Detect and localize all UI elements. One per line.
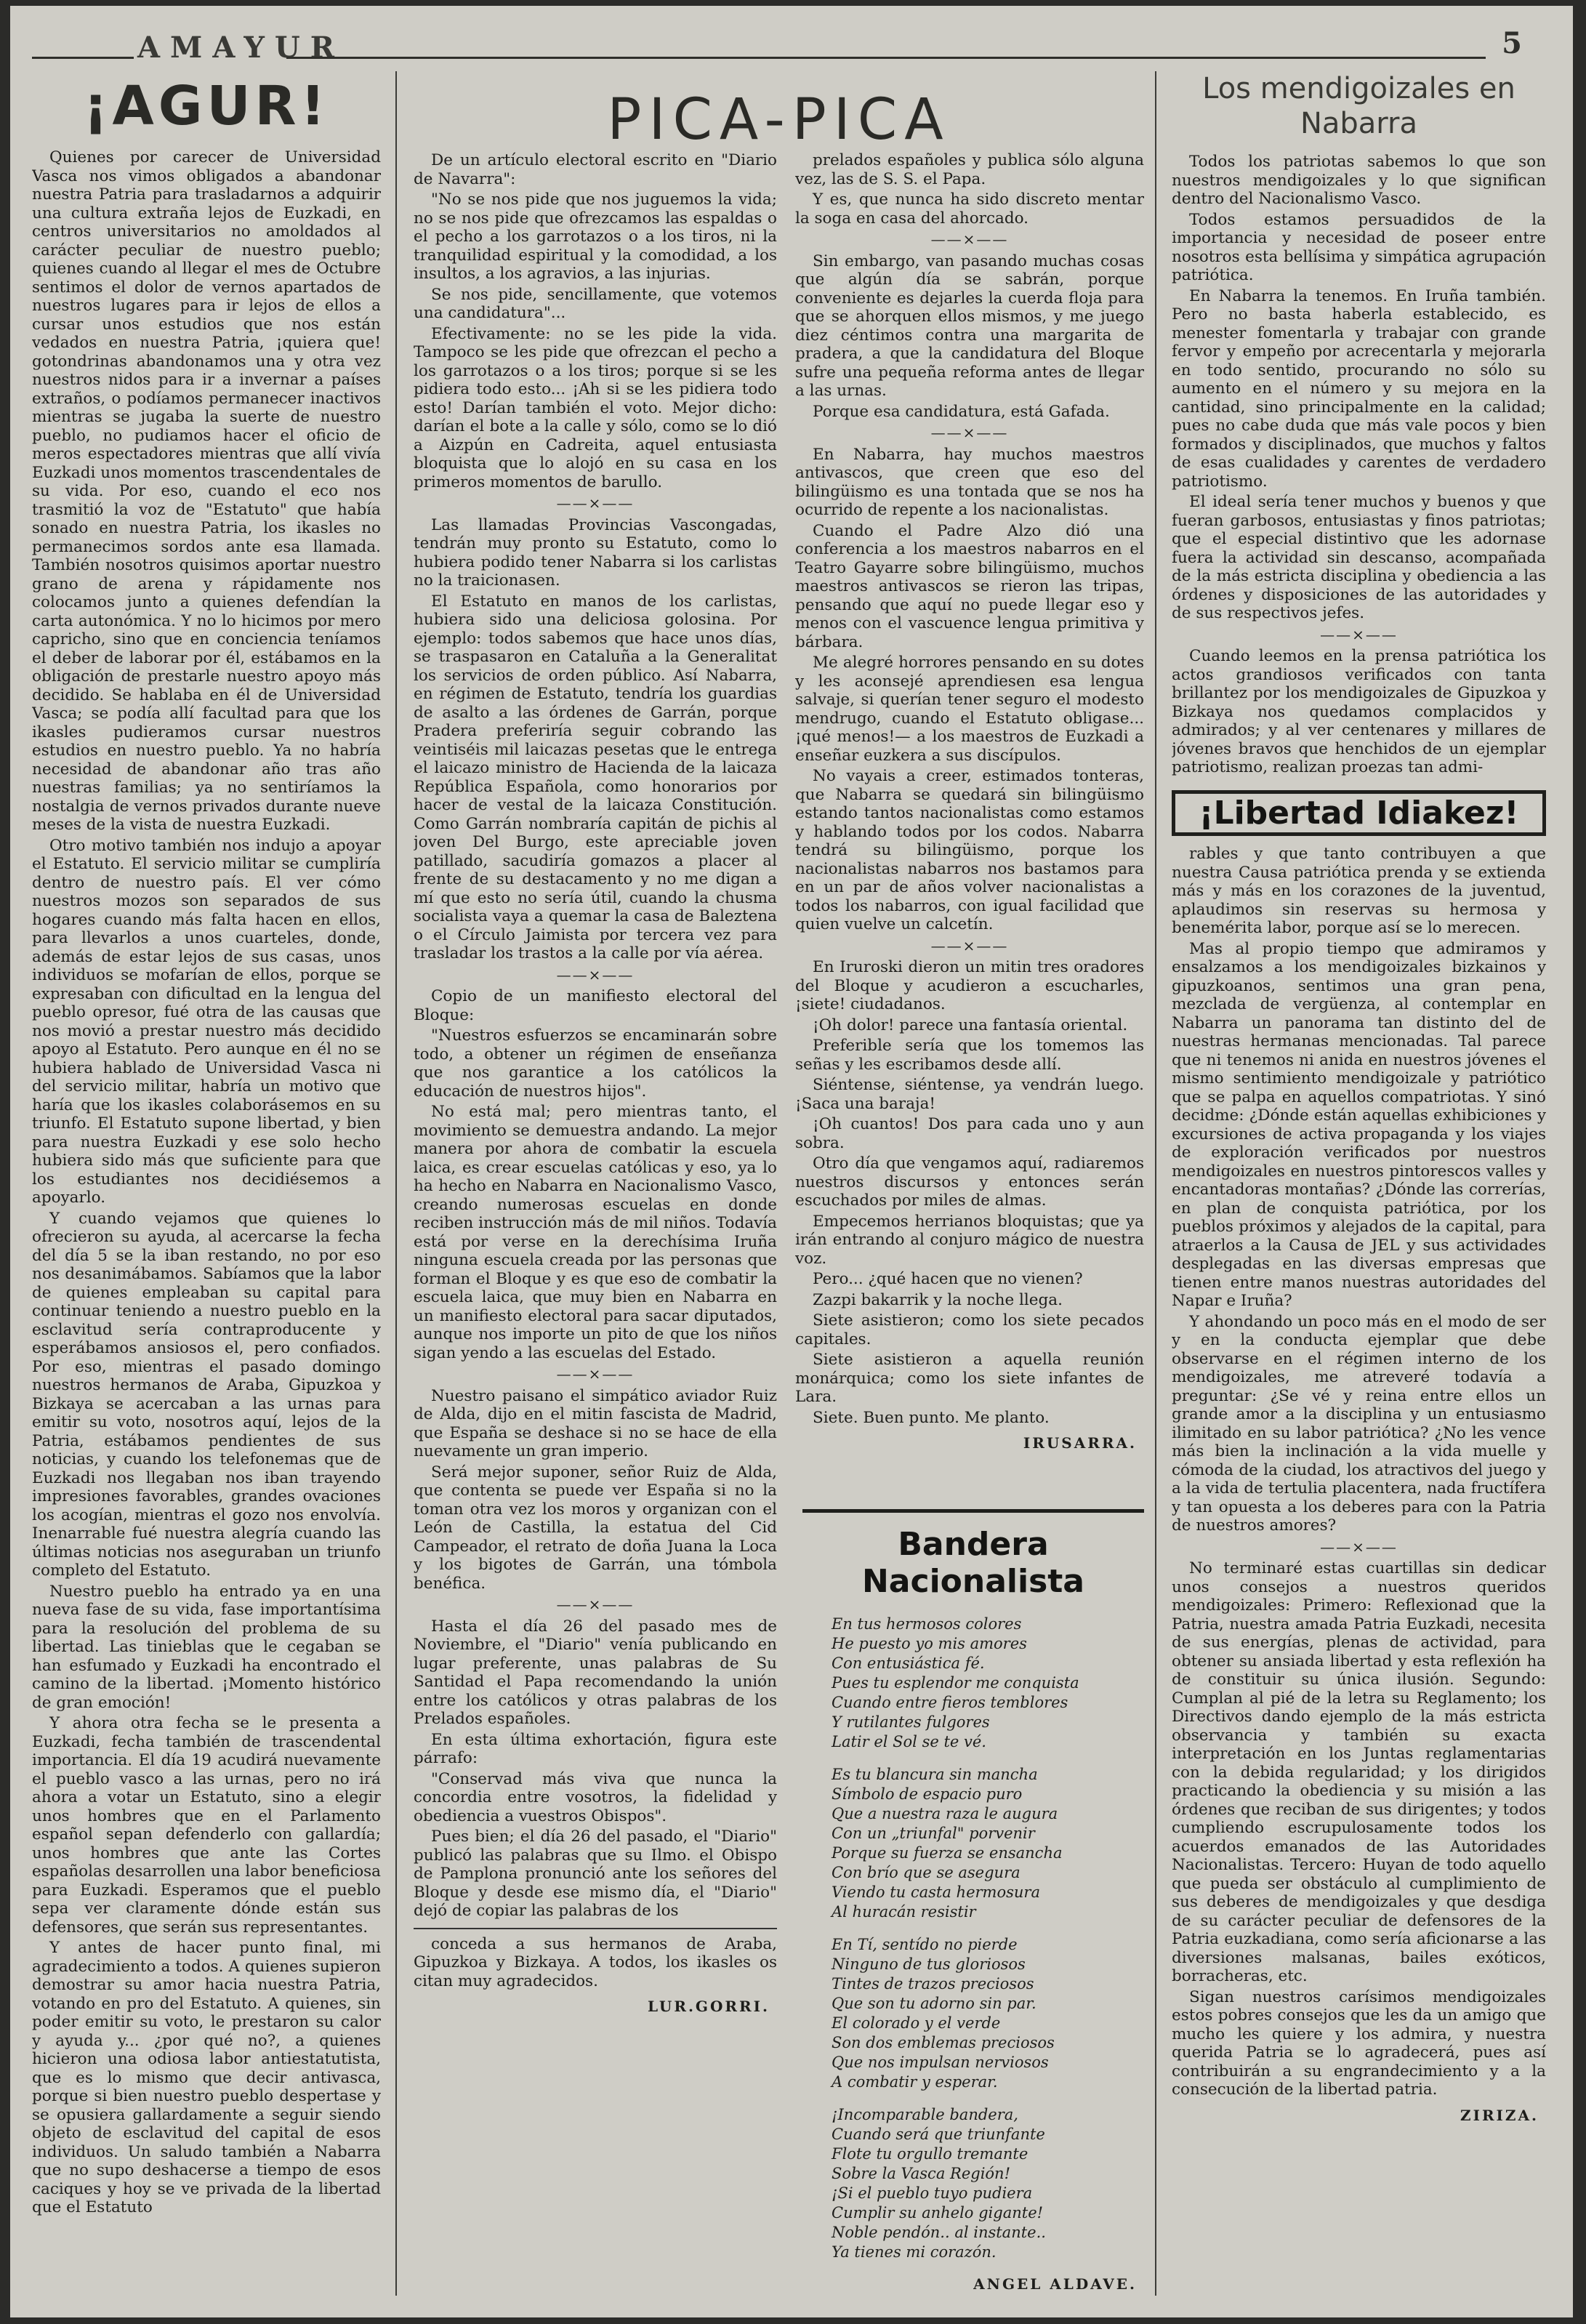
separator: ——×—— bbox=[556, 1596, 635, 1613]
masthead: AMAYUR bbox=[137, 31, 345, 65]
paragraph: "Nuestros esfuerzos se encaminarán sobre todo, a obtener un régimen de enseñanza que nos garantice a los católicos la educación de nuestros hijos". bbox=[414, 1026, 777, 1101]
paragraph: El ideal sería tener muchos y buenos y que fueran garbosos, entusiastas y finos patriotas; que el especial distintivo que les adornase fuera la actividad sin descanso, acompañada de la más estricta disciplina y obediencia a las órdenes y disposiciones de las autoridades y de sus respectivos jefes. bbox=[1172, 493, 1546, 622]
paragraph: Porque esa candidatura, está Gafada. bbox=[813, 402, 1110, 421]
paragraph: En esta última exhortación, figura este párrafo: bbox=[414, 1730, 777, 1767]
paragraph: Sin embargo, van pasando muchas cosas que algún día se sabrán, porque conveniente es dejarles la cuerda floja para que se ahorquen ellos mismos, y me juego diez céntimos contra una margarita de pradera, a que la candidatura del Bloque sufre una pequeña reforma antes de llegar a las urnas. bbox=[795, 252, 1144, 400]
paragraph: De un artículo electoral escrito en "Diario de Navarra": bbox=[414, 151, 777, 188]
paragraph: Nuestro paisano el simpático aviador Ruiz de Alda, dijo en el mitin fascista de Madrid, que España se deshace si no se hace de ella nuevamente un gran imperio. bbox=[414, 1386, 777, 1460]
article-agur bbox=[32, 71, 381, 2296]
paragraph: ¡Oh cuantos! Dos para cada uno y aun sobra. bbox=[795, 1115, 1144, 1152]
article-pica-col2 bbox=[795, 151, 1144, 1503]
verse: ¡Incomparable bandera, bbox=[832, 2106, 1018, 2123]
paragraph: No terminaré estas cuartillas sin dedicar unos consejos a nuestros queridos mendigoizales: Primero: Reflexionad que la Patria, nuestra amada Patria Euzkadi, necesita de sus energías, plenas de actividad, para obtener su ansiada libertad y esta reflexión ha de constituir su única ilusión. Segundo: Cumplan al pié de la letra su Reglamento; los Directivos dando ejemplo de la más estricta observancia y también su exacta interpretación en los Juntas reglamentarias con la debida regularidad; y los dirigidos practicando la obediencia y su misión a las órdenes que reciban de sus dirigentes; y todos cumpliendo escrupulosamente todos los acuerdos emanados de las Autoridades Nacionalistas. Tercero: Huyan de todo aquello que pueda ser obstáculo al cumplimiento de sus deberes de mendigoizales y que desdiga de su carácter peculiar de defensores de la Patria euzkadiana, como sería aficionarse a las diversiones malsanas, bailes exóticos, borracheras, etc. bbox=[1172, 1559, 1546, 1985]
paragraph: Cuando leemos en la prensa patriótica los actos grandiosos verificados con tanta brillantez por los mendigoizales de Gipuzkoa y Bizkaya nos quedamos complacidos y admirados; y al ver centenares y millares de jóvenes bravos que henchidos de un ejemplar patriotismo, realizan proezas tan admi- bbox=[1172, 647, 1546, 776]
paragraph: Empecemos herrianos bloquistas; que ya irán entrando al conjuro mágico de nuestra voz. bbox=[795, 1212, 1144, 1268]
paragraph: Hasta el día 26 del pasado mes de Noviembre, el "Diario" venía publicando en lugar preferente, unas palabras de Su Santidad el Papa recomendando la unión entre los católicos y otras palabras de los Prelados españoles. bbox=[414, 1617, 777, 1728]
paragraph: Se nos pide, sencillamente, que votemos una candidatura"... bbox=[414, 285, 777, 322]
verse: Cuando entre fieros temblores bbox=[832, 1694, 1068, 1711]
article-title: ¡AGUR! bbox=[83, 75, 330, 137]
article-title: Los mendigoizales en Nabarra bbox=[1202, 72, 1515, 140]
verse: Símbolo de espacio puro bbox=[832, 1785, 1023, 1803]
paragraph: Y ahora otra fecha se le presenta a Euzkadi, fecha también de trascendental importancia. El día 19 acudirá nuevamente el pueblo vasco a las urnas, pero no irá ahora a votar un Estatuto, sino a elegir unos hombres que en el Parlamento español sepan defenderlo con gallardía; unos hombres que ante las Cortes españolas desarrollen una labor beneficiosa para Euzkadi. Esperamos que el pueblo sepa ver claramente dónde están sus defensores, que serán sus representantes. bbox=[32, 1714, 381, 1937]
verse: Son dos emblemas preciosos bbox=[832, 2034, 1055, 2051]
paragraph: Copio de un manifiesto electoral del Bloque: bbox=[414, 987, 777, 1024]
paragraph: Todos los patriotas sabemos lo que son nuestros mendigoizales y lo que significan dentro del Nacionalismo Vasco. bbox=[1172, 153, 1546, 208]
signature: IRUSARRA. bbox=[1023, 1434, 1137, 1452]
verse: Que nos impulsan nerviosos bbox=[832, 2054, 1049, 2071]
separator: ——×—— bbox=[930, 424, 1009, 441]
paragraph: En Iruroski dieron un mitin tres oradores del Bloque y acudieron a escucharles, ¡siete! ciudadanos. bbox=[795, 958, 1144, 1013]
paragraph: Pero... ¿qué hacen que no vienen? bbox=[813, 1270, 1083, 1288]
verse: Con entusiástica fé. bbox=[832, 1654, 985, 1672]
stanza bbox=[832, 1615, 1144, 1752]
poem-bandera bbox=[802, 1509, 1144, 2296]
page-number: 5 bbox=[1502, 26, 1522, 60]
verse: Al huracán resistir bbox=[832, 1903, 976, 1921]
running-head bbox=[10, 19, 1573, 65]
verse: Ninguno de tus gloriosos bbox=[832, 1955, 1026, 1973]
verse: Con brío que se asegura bbox=[832, 1864, 1021, 1881]
paragraph: ¡Oh dolor! parece una fantasía oriental. bbox=[813, 1016, 1128, 1034]
verse: He puesto yo mis amores bbox=[832, 1635, 1027, 1652]
verse: En tus hermosos colores bbox=[832, 1615, 1022, 1633]
article-title: PICA-PICA bbox=[607, 87, 951, 153]
paragraph: rables y que tanto contribuyen a que nuestra Causa patriótica prenda y se extienda más y más en los corazones de la juventud, aplaudimos sin reservas su hermosa y benemérita labor, porque así se lo merecen. bbox=[1172, 845, 1546, 937]
verse: Porque su fuerza se ensancha bbox=[832, 1844, 1063, 1862]
separator: ——×—— bbox=[556, 1365, 635, 1383]
paragraph: Zazpi bakarrik y la noche llega. bbox=[813, 1290, 1063, 1309]
paragraph: Nuestro pueblo ha entrado ya en una nueva fase de su vida, fase importantísima para la resolución del problema de su libertad. Las tinieblas que le cegaban se han esfumado y Euzkadi ha encontrado el camino de la libertad. ¡Momento histórico de gran emoción! bbox=[32, 1582, 381, 1712]
footnote: conceda a sus hermanos de Araba, Gipuzkoa y Bizkaya. A todos, los ikasles os citan muy agradecidos. bbox=[414, 1934, 777, 1990]
paragraph: prelados españoles y publica sólo alguna vez, las de S. S. el Papa. bbox=[795, 151, 1144, 188]
paragraph: Siéntense, siéntense, ya vendrán luego. ¡Saca una baraja! bbox=[795, 1076, 1144, 1113]
newspaper-page bbox=[10, 6, 1573, 2317]
paragraph: En Nabarra, hay muchos maestros antivascos, que creen que eso del bilingüismo es una tontada que se nos ha ocurrido de repente a los nacionalistas. bbox=[795, 445, 1144, 519]
verse: Tintes de trazos preciosos bbox=[832, 1975, 1034, 1993]
paragraph: Otro motivo también nos indujo a apoyar el Estatuto. El servicio militar se cumpliría dentro de nuestro país. El ver cómo nuestros mozos son separados de sus hogares cuando más falta hacen en ellos, para llevarlos a unos cuarteles, donde, además de estar lejos de sus casas, unos individuos se mofarían de ellos, porque se expresaban con dificultad en la lengua del pueblo opresor, fué otra de las causas que nos movió a prestar nuestro más decidido apoyo al Estatuto. Pero aunque en él no se hubiera hablado de Universidad Vasca ni del servicio militar, habría un motivo que haría que los ikasles colaborásemos en su triunfo. El Estatuto supone libertad, y bien para nuestra Euzkadi y ese solo hecho hubiera sido más que suficiente para que los estudiantes nos decidiésemos a apoyarlo. bbox=[32, 836, 381, 1207]
verse: Cuando será que triunfante bbox=[832, 2126, 1045, 2143]
column-rule bbox=[1155, 71, 1156, 2296]
stanza bbox=[832, 1935, 1144, 2092]
verse: Noble pendón.. al instante.. bbox=[832, 2224, 1046, 2241]
verse: Latir el Sol se te vé. bbox=[832, 1733, 986, 1750]
stanza bbox=[832, 2105, 1144, 2262]
verse: Sobre la Vasca Región! bbox=[832, 2165, 1011, 2182]
paragraph: Cuando el Padre Alzo dió una conferencia a los maestros nabarros en el Teatro Gayarre sobre bilingüismo, muchos maestros antivascos se rieron las tripas, pensando que aquí no puede llegar eso y menos con el vascuence lengua primitiva y bárbara. bbox=[795, 521, 1144, 651]
footnote-rule bbox=[414, 1928, 777, 1929]
paragraph: Siete. Buen punto. Me planto. bbox=[813, 1408, 1050, 1427]
verse: Que a nuestra raza le augura bbox=[832, 1805, 1058, 1822]
article-pica-col1 bbox=[414, 151, 777, 2296]
signature: LUR.GORRI. bbox=[647, 1998, 770, 2015]
verse: En Tí, sentído no pierde bbox=[832, 1936, 1018, 1953]
verse: Ya tienes mi corazón. bbox=[832, 2243, 997, 2261]
paragraph: Pues bien; el día 26 del pasado, el "Diario" publicó las palabras que su Ilmo. el Obispo de Pamplona pronunció ante los señores del Bloque y desde ese mismo día, el "Diario" dejó de copiar las palabras de los bbox=[414, 1828, 777, 1920]
verse: ¡Si el pueblo tuyo pudiera bbox=[832, 2184, 1033, 2202]
poem-title: Bandera Nacionalista bbox=[861, 1526, 1084, 1600]
verse: Y rutilantes fulgores bbox=[832, 1713, 990, 1731]
stanza bbox=[832, 1765, 1144, 1922]
paragraph: Me alegré horrores pensando en su dotes y les aconsejé aprendiesen esa lengua salvaje, si querían tener seguro el modesto mendrugo, cuando el Estatuto obligase... ¡qué menos!— a los maestros de Euzkadi a enseñar euzkera a sus discípulos. bbox=[795, 654, 1144, 765]
verse: El colorado y el verde bbox=[832, 2014, 1001, 2032]
verse: Pues tu esplendor me conquista bbox=[832, 1674, 1079, 1692]
paragraph: Efectivamente: no se les pide la vida. Tampoco se les pide que ofrezcan el pecho a los garrotazos o a los tiros; porque si se les pidiera todo esto... ¡Ah si se les pidiera todo esto! Darían también el voto. Mejor dicho: darían el bote a la calle y sólo, como se lo dió a Aizpún en Cadreita, aquel entusiasta bloquista que lo alojó en su casa en los primeros momentos de barullo. bbox=[414, 324, 777, 491]
paragraph: "Conservad más viva que nunca la concordia entre vosotros, la fidelidad y obediencia a vuestros Obispos". bbox=[414, 1769, 777, 1825]
paragraph: No vayais a creer, estimados tonteras, que Nabarra se quedará sin bilingüismo estando tantos nacionalistas como estamos y hablando todos por los codos. Nabarra tendrá su bilingüismo, porque los nacionalistas nabarros nos bastamos para en un par de años volver nacionalistas a todos los nabarros, con igual facilidad que quien vuelve un calcetín. bbox=[795, 767, 1144, 933]
paragraph: Y antes de hacer punto final, mi agradecimiento a todos. A quienes supieron demostrar su amor hacia nuestra Patria, votando en pro del Estatuto. A quienes, sin poder emitir su voto, le prestaron su calor y ayuda y... ¿por qué no?, a quienes hicieron una odiosa labor antiestatutista, que es lo mismo que decir antivasca, porque si bien nuestro pueblo despertase y se opusiera gallardamente a seguir siendo objeto de esclavitud del capital de esos individuos. Un saludo también a Nabarra que no supo deshacerse a tiempo de esos caciques y hoy se ve privada de la libertad que el Estatuto bbox=[32, 1939, 381, 2216]
paragraph: El Estatuto en manos de los carlistas, hubiera sido una deliciosa golosina. Por ejemplo: todos sabemos que hace unos días, se traspasaron en Cataluña a la Generalitat los servicios de orden público. Así Nabarra, en régimen de Estatuto, tendría los guardias de asalto a las órdenes de Garrán, porque Pradera preferiría seguir cobrando las veintiséis mil laicazas pesetas que le entrega el laicazo ministro de Hacienda de la laicaza República Española, como honorarios por hacer de vestal de la laicaza Constitución. Como Garrán nombraría capitán de pichis al joven Del Burgo, este apreciable joven patillado, sacudiría gomazos a placer al frente de su destacamento y no me digan a mí que esto no sería útil, cuando la chusma socialista vaya a quemar la casa de Baleztena o el Círculo Jaimista por tercera vez para trasladar los trastos a la calle por vía aérea. bbox=[414, 592, 777, 962]
verse: Flote tu orgullo tremante bbox=[832, 2145, 1029, 2163]
verse: Que son tu adorno sin par. bbox=[832, 1995, 1036, 2012]
verse: Con un „triunfal" porvenir bbox=[832, 1825, 1035, 1842]
paragraph: Preferible sería que los tomemos las señas y les escribamos desde allí. bbox=[795, 1037, 1144, 1074]
paragraph: Otro día que vengamos aquí, radiaremos nuestros discursos y entonces serán escuchados por miles de almas. bbox=[795, 1154, 1144, 1210]
paragraph: Quienes por carecer de Universidad Vasca nos vimos obligados a abandonar nuestra Patria para trasladarnos a adquirir una cultura extraña lejos de Euzkadi, en centros universitarios no amoldados al carácter peculiar de nuestro pueblo; quienes cuando al llegar el mes de Octubre sentimos el dolor de vernos apartados de nuestros lugares para ir lejos de ellos a cursar unos estudios que nos están vedados en nuestra Patria, ¡quiera que! gotondrinas abandonamos una y otra vez nuestros nidos para ir a invernar a países extraños, o podíamos permanecer inactivos mientras se jugaba la suerte de nuestro pueblo, no pudiamos hacer el oficio de meros espectadores mientras que allí vivía Euzkadi unos momentos trascendentales de su vida. Por eso, cuando el eco nos trasmitió la voz de "Estatuto" que había sonado en nuestra Patria, los ikasles no permanecimos sordos ante esa llamada. También nosotros quisimos aportar nuestro grano de arena y rápidamente nos colocamos junto a quienes defendían la carta autonómica. Y no lo hicimos por mero capricho, sino que en conciencia teníamos el deber de laborar por él, estábamos en la obligación de prestarle nuestro apoyo más decidido. Se hablaba en él de Universidad Vasca; se podía allí facultad para que los ikasles pudieramos cursar nuestros estudios en nuestro pueblo. Ya no habría necesidad de abandonar año tras año nuestras familias; ya no sentiríamos la nostalgia de vernos privados durante nueve meses de la vista de nuestra Euzkadi. bbox=[32, 148, 381, 834]
article-mendigoizales bbox=[1172, 71, 1546, 2296]
paragraph: Siete asistieron a aquella reunión monárquica; como los siete infantes de Lara. bbox=[795, 1351, 1144, 1406]
separator: ——×—— bbox=[930, 936, 1009, 954]
separator: ——×—— bbox=[930, 230, 1009, 248]
verse: Es tu blancura sin mancha bbox=[832, 1766, 1038, 1783]
paragraph: Y es, que nunca ha sido discreto mentar la soga en casa del ahorcado. bbox=[795, 190, 1144, 228]
paragraph: Mas al propio tiempo que admiramos y ensalzamos a los mendigoizales bizkainos y gipuzkoanos, sentimos una gran pena, mezclada de vergüenza, al contemplar en Nabarra un panorama tan distinto del de nuestras hermanas mencionadas. Tal parece que ni tenemos ni anida en nuestros jóvenes el mismo sentimiento mendigoizale y patriótico que se palpa en aquellos compatriotas. Y sinó decidme: ¿Dónde están aquellas exhibiciones y excursiones de activa propaganda y los viajes de exploración verificados por nuestros mendigoizales en nuestros pintorescos valles y encantadoras montañas? ¿Dónde las correrías, en plan de conquista patriótica, por los pueblos próximos y alejados de la capital, para atraerlos a la Causa de JEL y sus actividades desplegadas en las diversas empresas que tienen entre manos nuestras autoridades del Napar e Iruña? bbox=[1172, 939, 1546, 1310]
verse: Viendo tu casta hermosura bbox=[832, 1883, 1040, 1901]
verse: Cumplir su anhelo gigante! bbox=[832, 2204, 1044, 2222]
paragraph: Todos estamos persuadidos de la importancia y necesidad de poseer entre nosotros esta bellísima y simpática agrupación patriótica. bbox=[1172, 210, 1546, 284]
signature: ZIRIZA. bbox=[1460, 2106, 1539, 2124]
paragraph: Y ahondando un poco más en el modo de ser y en la conducta ejemplar que debe observarse en el régimen interno de los mendigoizales, me atreveré todavía a preguntar: ¿Se vé y reina entre ellos un grande amor a la disciplina y un entusiasmo ilimitado en su labor patriótica? ¿No les vence más bien la inclinación a la vida muelle y cómoda de la ciudad, los atractivos del juego y a la vida de tertulia placentera, nada fructífera y tan opuesta a los deberes para con la Patria de nuestros amores? bbox=[1172, 1312, 1546, 1535]
paragraph: Y cuando vejamos que quienes lo ofrecieron su ayuda, al acercarse la fecha del día 5 se la iban restando, no por eso nos desanimábamos. Sabíamos que la labor de quienes empleaban su capital para continuar teniendo a nuestro pueblo en la esclavitud sería contraproducente y esperábamos ansiosos el, pero confiados. Por eso, mientras el pasado domingo nuestros hermanos de Araba, Gipuzkoa y Bizkaya se acercaban a las urnas para emitir su voto, nosotros aquí, lejos de la Patria, estábamos pendientes de sus noticias, y cuando los telefonemas que de Euzkadi nos llegaban nos iban trayendo impresiones favorables, grandes ovaciones los acogían, mientras el gozo nos envolvía. Inenarrable fué nuestra alegría cuando las últimas noticias nos aseguraban un triunfo completo del Estatuto. bbox=[32, 1209, 381, 1580]
paragraph: No está mal; pero mientras tanto, el movimiento se demuestra andando. La mejor manera por ahora de combatir la escuela laica, es crear escuelas católicas y eso, ya lo ha hecho en Nabarra en Nacionalismo Vasco, creando numerosas escuelas en donde reciben instrucción más de mil niños. Todavía está por verse en la derechísima Iruña ninguna escuela creada por las personas que forman el Bloque y es que eso de combatir la escuela laica, que muy bien en Nabarra en un manifiesto electoral para sacar diputados, aunque nos importe un pito de que los niños sigan yendo a las escuelas del Estado. bbox=[414, 1103, 777, 1362]
header-rule bbox=[286, 57, 1486, 59]
paragraph: Sigan nuestros carísimos mendigoizales estos pobres consejos que les da un amigo que mucho les quiere y los admira, y nuestra querida Patria se lo agradecerá, pues así contribuirán a su engrandecimiento y a la consecución de la libertad patria. bbox=[1172, 1987, 1546, 2099]
separator: ——×—— bbox=[556, 965, 635, 984]
separator: ——×—— bbox=[556, 494, 635, 512]
paragraph: Siete asistieron; como los siete pecados capitales. bbox=[795, 1311, 1144, 1348]
separator: ——×—— bbox=[1320, 1537, 1398, 1556]
signature: ANGEL ALDAVE. bbox=[973, 2275, 1137, 2293]
verse: A combatir y esperar. bbox=[832, 2073, 998, 2091]
paragraph: Será mejor suponer, señor Ruiz de Alda, que contenta se puede ver España si no la toman otra vez los moros y organizan con el León de Castilla, la estatua del Cid Campeador, el retrato de doña Juana la Loca y los bigotes de Garrán, una tómbola benéfica. bbox=[414, 1463, 777, 1593]
header-rule-left bbox=[32, 57, 134, 59]
separator: ——×—— bbox=[1320, 625, 1398, 643]
paragraph: Las llamadas Provincias Vascongadas, tendrán muy pronto su Estatuto, como lo hubiera podido tener Nabarra si los carlistas no la traicionasen. bbox=[414, 515, 777, 590]
paragraph: "No se nos pide que nos juguemos la vida; no se nos pide que ofrezcamos las espaldas o el pecho a los garrotazos o a los tiros, ni la tranquilidad espiritual y la comodidad, a los insultos, a los agravios, a las injurias. bbox=[414, 190, 777, 283]
paragraph: En Nabarra la tenemos. En Iruña también. Pero no basta haberla establecido, es menester fomentarla y trabajar con grande fervor y empeño por acrecentarla y mejorarla en todo sentido, procurando no sólo su aumento en el número y su mejora en la cantidad, sino principalmente en la calidad; pues no cabe duda que más vale pocos y bien formados y disciplinados, que muchos y faltos de esas cualidades y carentes de verdadero patriotismo. bbox=[1172, 286, 1546, 491]
headline-box: ¡Libertad Idiakez! bbox=[1172, 790, 1546, 837]
column-rule bbox=[395, 71, 397, 2296]
